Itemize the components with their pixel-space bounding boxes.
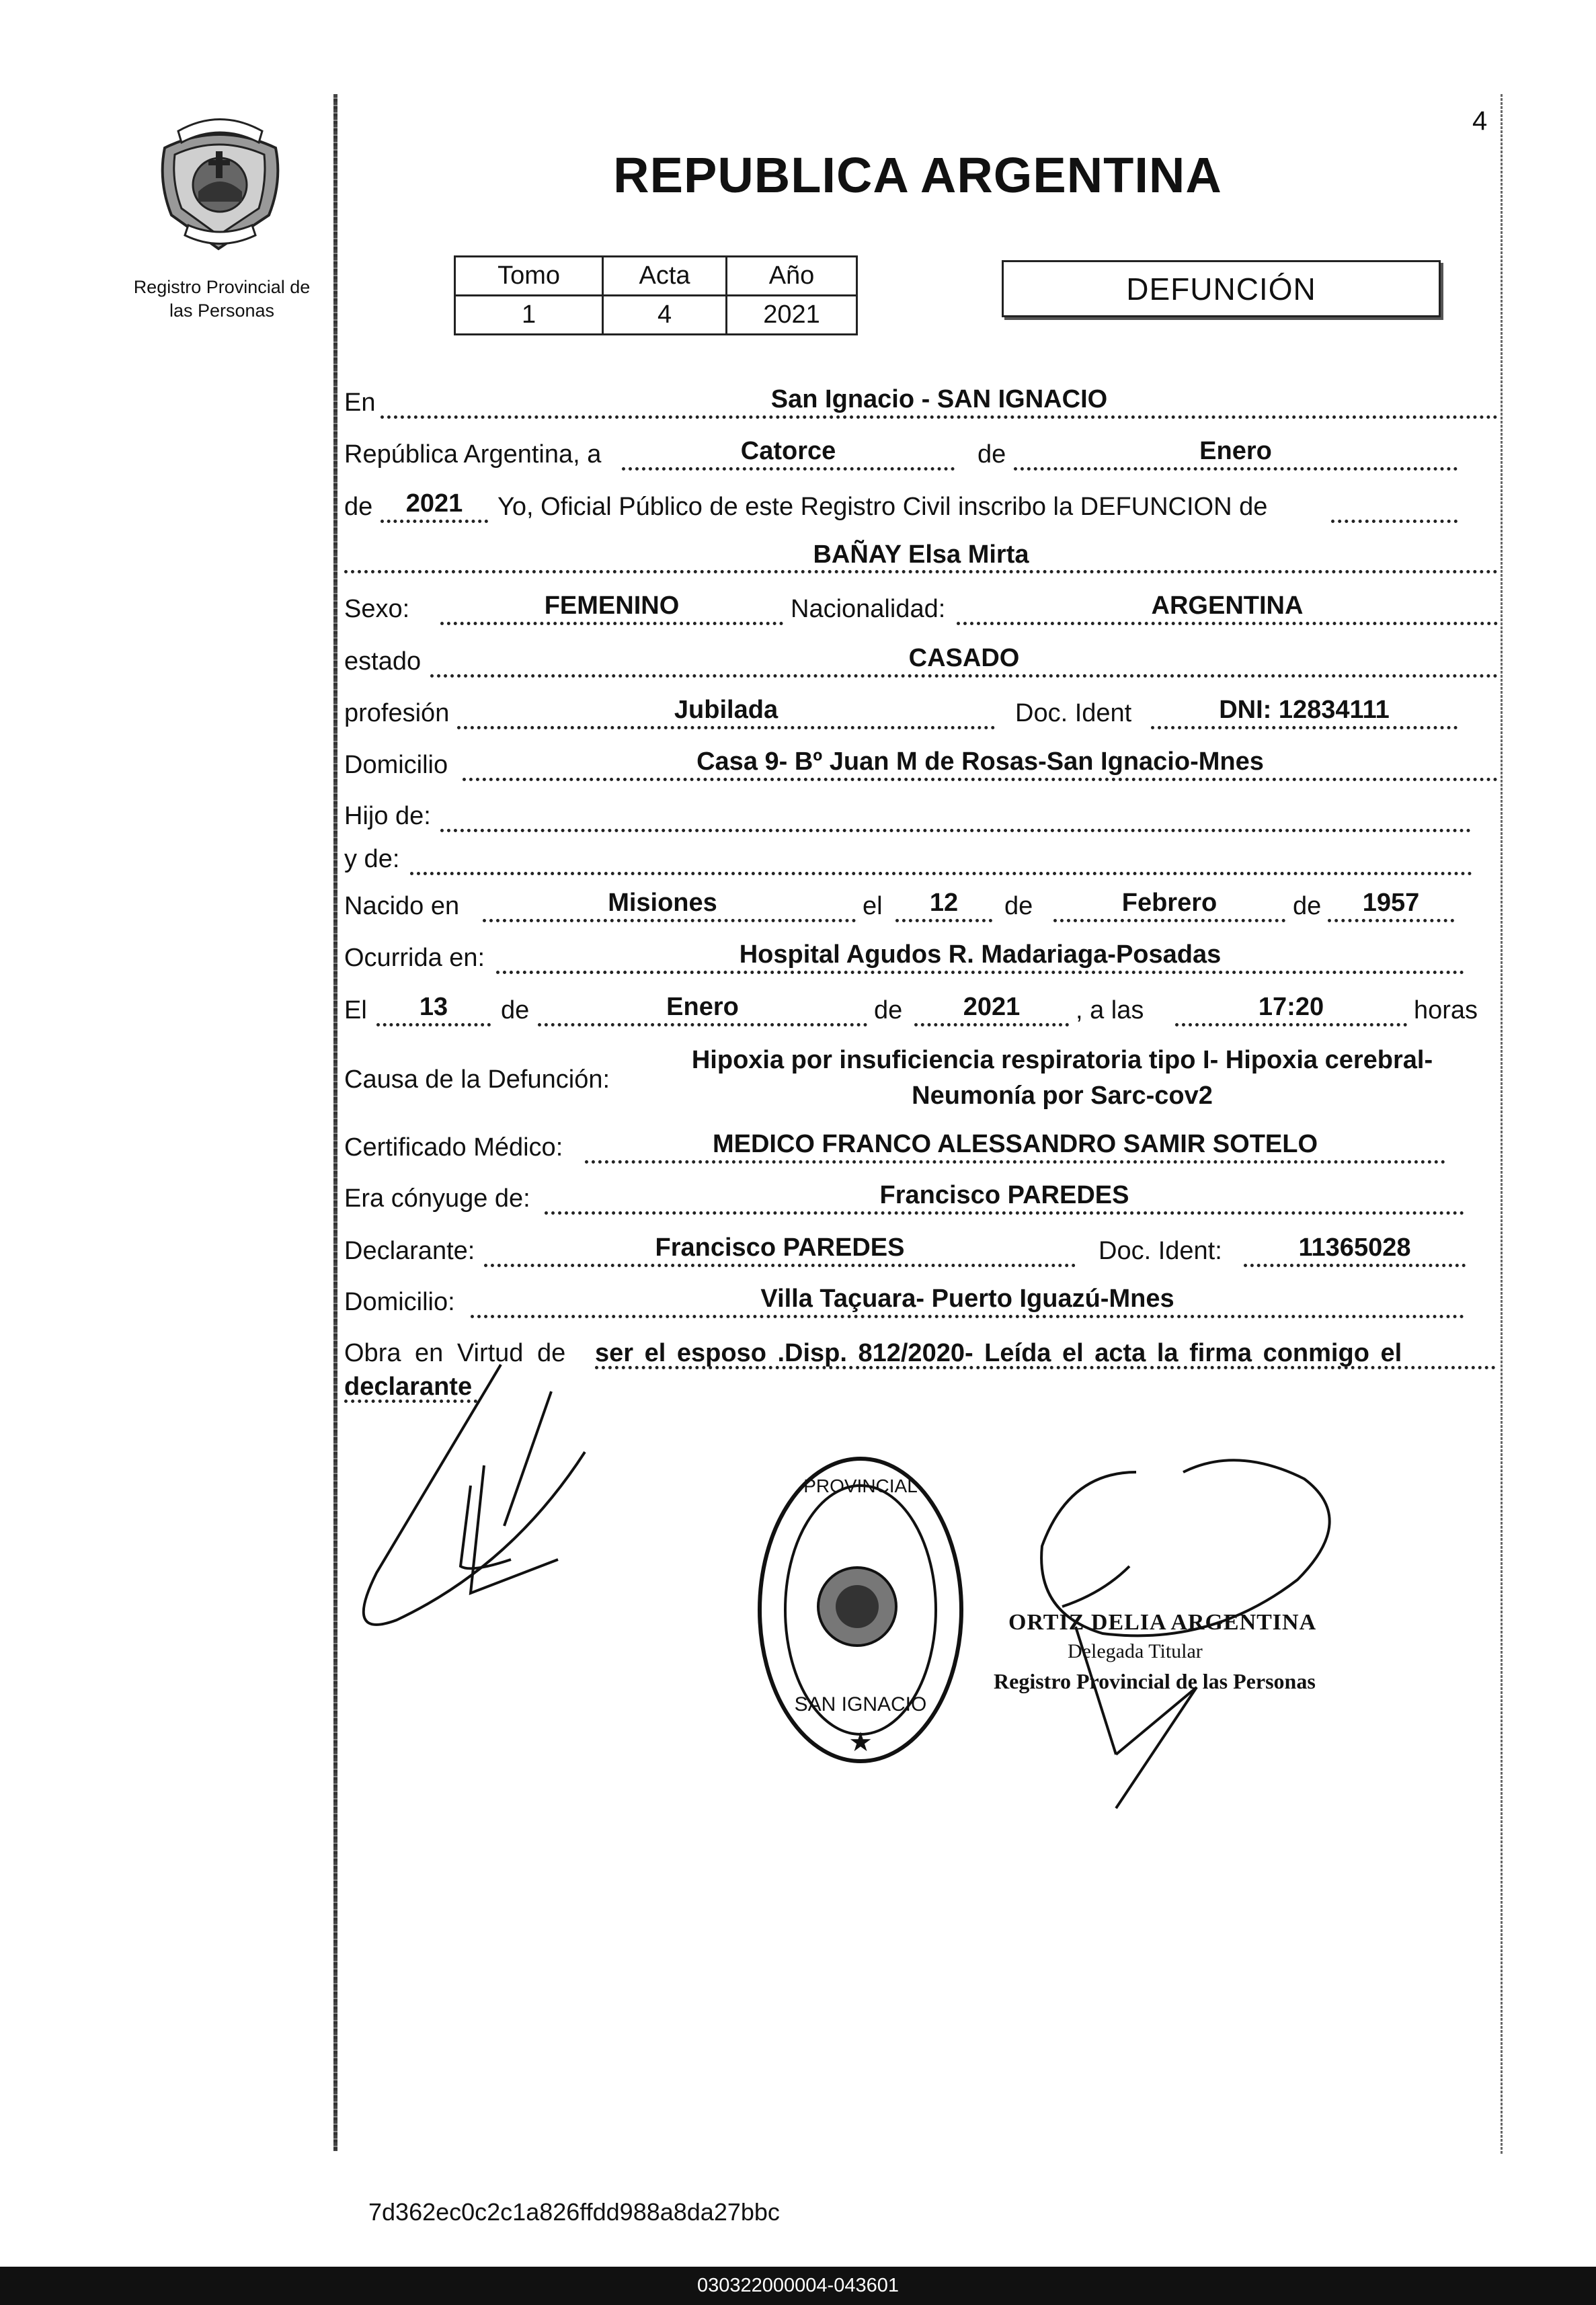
dotted-line: [440, 622, 783, 625]
dotted-line: [1053, 919, 1285, 922]
death-time-value: 17:20: [1258, 993, 1324, 1021]
record-type-label: DEFUNCIÓN: [1126, 271, 1316, 307]
dotted-line: [622, 467, 955, 471]
de-label: de: [1004, 892, 1033, 920]
causa-line2: Neumonía por Sarc-cov2: [912, 1082, 1213, 1110]
y-de-label: y de:: [344, 845, 400, 873]
dotted-line: [1151, 726, 1458, 729]
ocurrida-label: Ocurrida en:: [344, 944, 485, 972]
obra-value: ser el esposo .Disp. 812/2020- Leída el acta la firma conmigo el: [595, 1339, 1402, 1367]
republica-label: República Argentina, a: [344, 440, 602, 469]
dotted-line: [471, 1315, 1464, 1318]
record-reference-table: [454, 255, 858, 335]
causa-line1: Hipoxia por insuficiencia respiratoria tipo I- Hipoxia cerebral-: [691, 1046, 1433, 1074]
anio-header: Año: [727, 257, 857, 296]
dotted-line: [484, 1264, 1076, 1267]
dotted-line: [457, 726, 995, 729]
dotted-line: [538, 1023, 867, 1026]
dotted-line: [381, 415, 1498, 419]
de-label: de: [501, 996, 530, 1024]
obra-label: Obra en Virtud de: [344, 1339, 566, 1367]
doc-ident-label: Doc. Ident: [1015, 699, 1132, 727]
dotted-line: [496, 971, 1464, 974]
footer-id: 030322000004-043601: [697, 2275, 899, 2296]
registry-label-line1: Registro Provincial de: [133, 277, 311, 297]
dotted-line: [344, 570, 1498, 573]
document-hash: 7d362ec0c2c1a826ffdd988a8da27bbc: [368, 2198, 780, 2226]
dotted-line: [483, 919, 856, 922]
signatory-title: Delegada Titular: [1068, 1640, 1203, 1662]
de-label: de: [344, 493, 373, 521]
dotted-line: [376, 1023, 491, 1026]
certificado-label: Certificado Médico:: [344, 1133, 563, 1162]
doc-ident2-label: Doc. Ident:: [1099, 1237, 1222, 1265]
el-label: el: [863, 892, 883, 920]
dotted-line: [1328, 919, 1454, 922]
de-label: de: [1293, 892, 1322, 920]
death-day-value: 13: [419, 993, 448, 1021]
page-number: 4: [1472, 106, 1488, 136]
right-margin-rule: [1501, 94, 1503, 2154]
dotted-line: [1331, 520, 1458, 523]
de-label: de: [977, 440, 1006, 469]
registry-label: [121, 276, 323, 323]
domicilio2-label: Domicilio:: [344, 1288, 455, 1316]
acta-header: Acta: [603, 257, 727, 296]
declarant-signature: [336, 1351, 652, 1674]
official-stamp: [746, 1445, 975, 1781]
declarante-value: Francisco PAREDES: [655, 1234, 905, 1262]
province-seal-logo: [151, 108, 289, 255]
death-year-value: 2021: [963, 993, 1021, 1021]
place-value: San Ignacio - SAN IGNACIO: [770, 385, 1108, 413]
dotted-line: [585, 1160, 1445, 1164]
dotted-line: [1014, 467, 1458, 471]
dotted-line: [545, 1211, 1464, 1215]
conyuge-label: Era cónyuge de:: [344, 1184, 530, 1213]
tomo-value: 1: [455, 296, 603, 335]
dotted-line: [595, 1366, 1496, 1369]
record-type-box: [1002, 260, 1441, 317]
dotted-line: [895, 919, 992, 922]
nacionalidad-value: ARGENTINA: [1151, 592, 1304, 620]
estado-value: CASADO: [908, 644, 1020, 672]
signatory-office: Registro Provincial de las Personas: [994, 1669, 1316, 1693]
causa-label: Causa de la Defunción:: [344, 1065, 610, 1094]
day-words-value: Catorce: [740, 437, 836, 465]
deceased-name-value: BAÑAY Elsa Mirta: [813, 540, 1029, 569]
page-title: REPUBLICA ARGENTINA: [613, 147, 1222, 203]
nacionalidad-label: Nacionalidad:: [791, 595, 946, 623]
hijo-de-label: Hijo de:: [344, 802, 431, 830]
nacido-en-value: Misiones: [608, 889, 717, 917]
el-label: El: [344, 996, 367, 1024]
estado-label: estado: [344, 647, 422, 676]
inscribe-text: Yo, Oficial Público de este Registro Civil inscribo la DEFUNCION de: [497, 493, 1268, 521]
death-month-value: Enero: [666, 993, 739, 1021]
signatory-name: ORTIZ DELIA ARGENTINA: [1008, 1610, 1317, 1635]
left-margin-rule: [333, 94, 337, 2151]
dotted-line: [1244, 1264, 1466, 1267]
doc-ident2-value: 11365028: [1298, 1234, 1411, 1262]
birth-year-value: 1957: [1362, 889, 1420, 917]
tomo-header: Tomo: [455, 257, 603, 296]
dotted-line: [430, 674, 1498, 678]
dotted-line: [410, 872, 1472, 875]
domicilio-label: Domicilio: [344, 751, 448, 779]
ocurrida-value: Hospital Agudos R. Madariaga-Posadas: [739, 940, 1222, 969]
anio-value: 2021: [727, 296, 857, 335]
dotted-line: [957, 622, 1498, 625]
en-label: En: [344, 389, 376, 417]
nacido-en-label: Nacido en: [344, 892, 460, 920]
sexo-value: FEMENINO: [544, 592, 680, 620]
conyuge-value: Francisco PAREDES: [879, 1181, 1129, 1209]
month-value: Enero: [1199, 437, 1272, 465]
registry-label-line2: las Personas: [169, 300, 275, 321]
svg-text:★: ★: [848, 1728, 873, 1757]
birth-month-value: Febrero: [1121, 889, 1218, 917]
certificado-value: MEDICO FRANCO ALESSANDRO SAMIR SOTELO: [712, 1130, 1318, 1158]
sexo-label: Sexo:: [344, 595, 410, 623]
profesion-value: Jubilada: [674, 696, 779, 724]
domicilio2-value: Villa Taçuara- Puerto Iguazú-Mnes: [760, 1285, 1174, 1313]
dotted-line: [463, 778, 1498, 781]
year-value: 2021: [405, 489, 463, 518]
svg-text:PROVINCIAL: PROVINCIAL: [803, 1475, 918, 1496]
dotted-line: [914, 1023, 1069, 1026]
de-label: de: [874, 996, 903, 1024]
dotted-line: [440, 829, 1471, 832]
obra-value-line2: declarante: [344, 1373, 473, 1401]
acta-value: 4: [603, 296, 727, 335]
horas-label: horas: [1414, 996, 1478, 1024]
declarante-label: Declarante:: [344, 1237, 475, 1265]
birth-day-value: 12: [929, 889, 959, 917]
profesion-label: profesión: [344, 699, 450, 727]
dotted-line: [381, 520, 488, 523]
dotted-line: [1175, 1023, 1407, 1026]
a-las-label: , a las: [1076, 996, 1144, 1024]
domicilio-value: Casa 9- Bº Juan M de Rosas-San Ignacio-Mnes: [696, 747, 1264, 776]
doc-ident-value: DNI: 12834111: [1219, 696, 1390, 724]
svg-text:SAN IGNACIO: SAN IGNACIO: [794, 1693, 927, 1715]
